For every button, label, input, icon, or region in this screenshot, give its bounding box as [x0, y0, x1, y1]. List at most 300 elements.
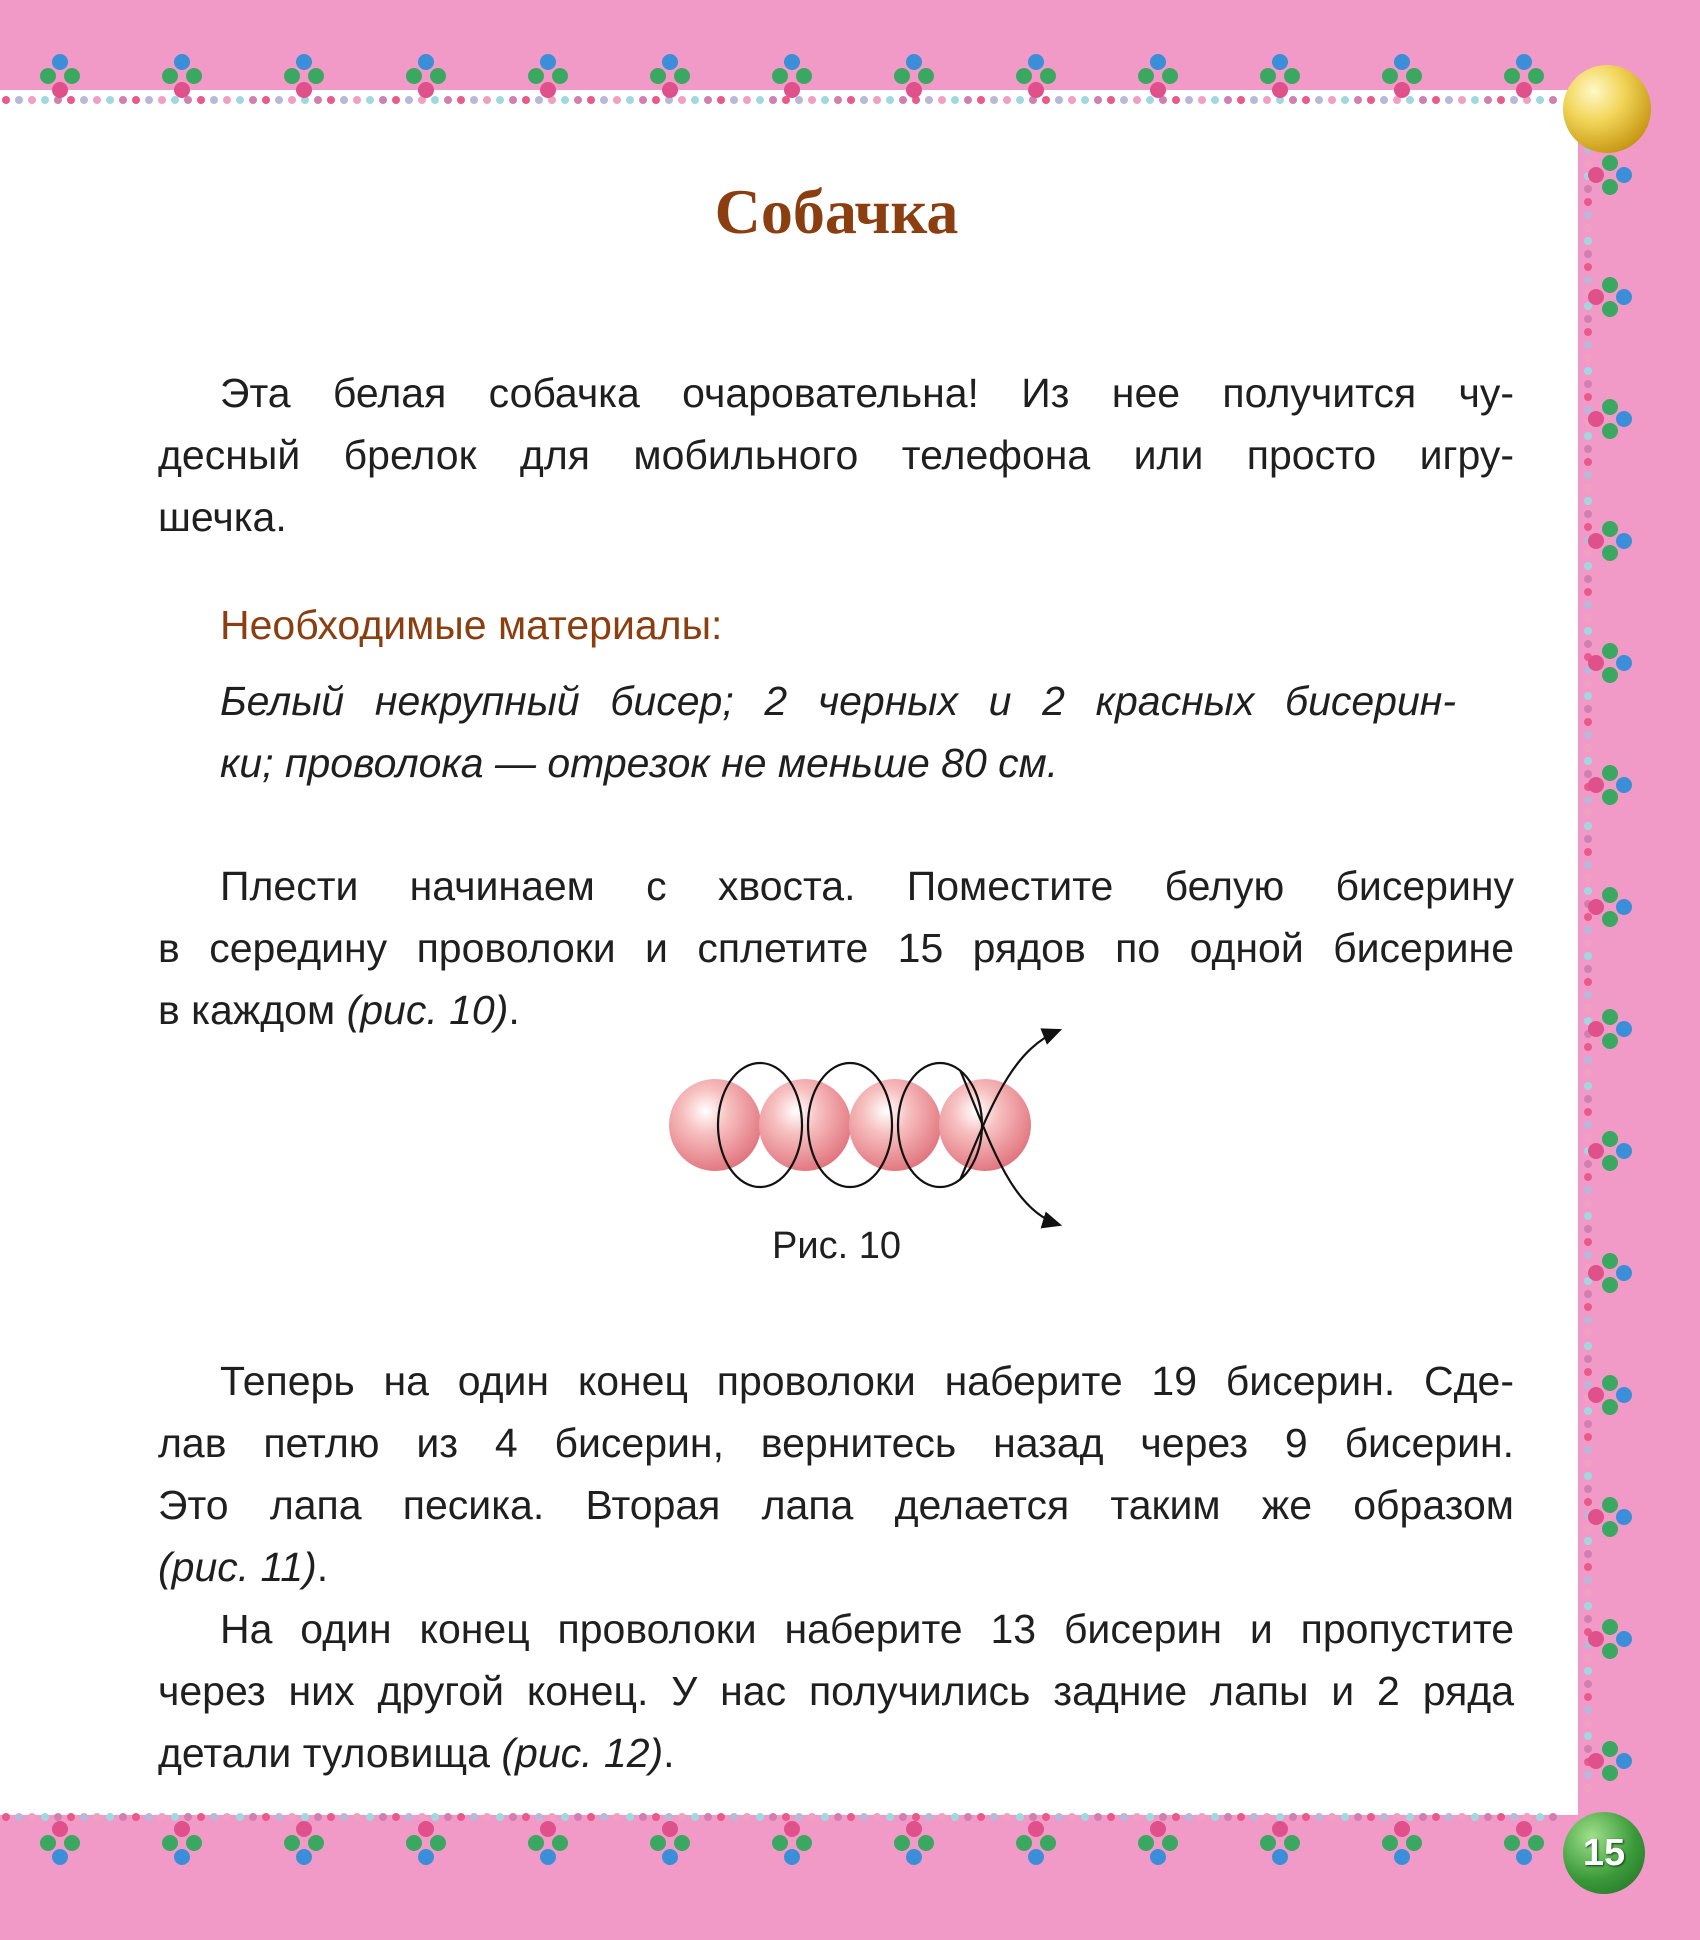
paragraph-line: Теперь на один конец проволоки наберите 19 бисерин. Сде- — [220, 1358, 1514, 1404]
border-bead — [730, 96, 738, 104]
paragraph-line: Плести начинаем с хвоста. Поместите белую бисерину — [220, 863, 1514, 909]
border-bead — [1584, 627, 1592, 635]
border-bead — [1172, 96, 1180, 104]
border-bead — [64, 68, 80, 84]
border-bead — [1394, 82, 1410, 98]
border-bead — [470, 96, 478, 104]
border-bead — [662, 1821, 678, 1837]
border-bead — [1162, 1835, 1178, 1851]
border-bead — [418, 1813, 426, 1821]
border-bead — [1584, 952, 1592, 960]
border-bead — [1584, 939, 1592, 947]
border-bead — [1040, 1835, 1056, 1851]
border-bead — [1602, 155, 1618, 171]
border-bead — [650, 1835, 666, 1851]
border-bead — [1584, 1108, 1592, 1116]
border-bead — [1616, 289, 1632, 305]
paragraph-line — [158, 1536, 1514, 1598]
border-bead — [314, 96, 322, 104]
border-bead — [327, 96, 335, 104]
border-bead — [1471, 96, 1479, 104]
border-bead — [704, 96, 712, 104]
border-bead — [1584, 718, 1592, 726]
sentence-end: . — [508, 987, 520, 1033]
border-bead — [1497, 1813, 1505, 1821]
bead-4 — [939, 1079, 1031, 1171]
border-bead — [1584, 276, 1592, 284]
border-bead — [1458, 1813, 1466, 1821]
border-bead — [1584, 887, 1592, 895]
border-bead — [528, 1835, 544, 1851]
border-bead — [540, 1849, 556, 1865]
border-bead — [1315, 96, 1323, 104]
border-bead — [1588, 1509, 1604, 1525]
paragraph-line: в середину проволоки и сплетите 15 рядов по одной бисерине — [158, 925, 1514, 971]
border-bead — [509, 1813, 517, 1821]
border-bead — [171, 96, 179, 104]
border-bead — [308, 1835, 324, 1851]
border-bead — [1584, 575, 1592, 583]
border-bead — [1302, 96, 1310, 104]
border-bead — [1584, 1433, 1592, 1441]
border-bead — [1260, 1835, 1276, 1851]
border-bead — [1185, 1813, 1193, 1821]
figure-10-diagram — [660, 1010, 1080, 1250]
border-bead — [1406, 1813, 1414, 1821]
border-bead — [918, 1835, 934, 1851]
border-bead — [1549, 96, 1557, 104]
figure-reference: (рис. 11) — [158, 1544, 317, 1590]
border-bead — [1584, 1082, 1592, 1090]
border-bead — [1584, 1121, 1592, 1129]
border-bead — [1120, 96, 1128, 104]
border-bead — [918, 68, 934, 84]
border-bead — [41, 96, 49, 104]
border-bead — [1584, 1095, 1592, 1103]
border-bead — [296, 1849, 312, 1865]
border-bead — [1584, 393, 1592, 401]
border-bead — [977, 96, 985, 104]
border-bead — [1016, 68, 1032, 84]
border-bead — [1584, 1199, 1592, 1207]
materials-line: Белый некрупный бисер; 2 черных и 2 красных бисерин- — [220, 678, 1456, 724]
border-bead — [1584, 1524, 1592, 1532]
border-bead — [613, 1813, 621, 1821]
border-bead — [1584, 770, 1592, 778]
border-bead — [1584, 822, 1592, 830]
intro-paragraph — [158, 362, 1514, 548]
border-bead — [1602, 1765, 1618, 1781]
border-bead — [1003, 96, 1011, 104]
border-bead — [717, 1813, 725, 1821]
border-bead — [1198, 1813, 1206, 1821]
border-bead — [808, 96, 816, 104]
border-bead — [1584, 913, 1592, 921]
border-bead — [784, 1821, 800, 1837]
border-bead — [743, 96, 751, 104]
intro-line: Эта белая собачка очаровательна! Из нее получится чу- — [220, 370, 1514, 416]
border-bead — [1272, 82, 1288, 98]
border-bead — [964, 96, 972, 104]
border-bead — [1380, 96, 1388, 104]
border-bead — [1584, 1459, 1592, 1467]
border-bead — [1584, 302, 1592, 310]
border-bead — [1616, 533, 1632, 549]
border-bead — [1584, 835, 1592, 843]
border-bead — [1081, 96, 1089, 104]
border-bead — [197, 96, 205, 104]
border-bead — [1588, 411, 1604, 427]
border-bead — [171, 1813, 179, 1821]
border-bead — [1138, 1835, 1154, 1851]
border-bead — [262, 96, 270, 104]
border-bead — [162, 1835, 178, 1851]
border-bead — [366, 96, 374, 104]
border-bead — [691, 1813, 699, 1821]
border-bead — [1602, 1155, 1618, 1171]
border-bead — [223, 96, 231, 104]
border-bead — [145, 1813, 153, 1821]
border-bead — [1602, 1399, 1618, 1415]
border-bead — [796, 1835, 812, 1851]
border-bead — [574, 1813, 582, 1821]
border-bead — [1289, 96, 1297, 104]
border-bead — [1584, 1485, 1592, 1493]
border-bead — [990, 1813, 998, 1821]
border-bead — [1055, 1813, 1063, 1821]
border-bead — [1028, 54, 1044, 70]
border-bead — [496, 96, 504, 104]
border-bead — [1081, 1813, 1089, 1821]
border-bead — [418, 82, 434, 98]
border-bead — [1584, 1667, 1592, 1675]
border-bead — [1584, 588, 1592, 596]
border-bead — [1584, 1381, 1592, 1389]
intro-line: десный брелок для мобильного телефона или просто игру- — [158, 432, 1514, 478]
border-bead — [1584, 1706, 1592, 1714]
border-bead — [1406, 96, 1414, 104]
gold-bead-icon — [1563, 65, 1651, 153]
border-bead — [1584, 445, 1592, 453]
border-bead — [1588, 1753, 1604, 1769]
border-bead — [1146, 96, 1154, 104]
border-bead — [340, 1813, 348, 1821]
border-bead — [886, 96, 894, 104]
border-bead — [1504, 68, 1520, 84]
border-bead — [308, 68, 324, 84]
border-bead — [41, 1813, 49, 1821]
border-bead — [1250, 1813, 1258, 1821]
border-bead — [847, 1813, 855, 1821]
border-bead — [650, 68, 666, 84]
border-bead — [769, 96, 777, 104]
border-bead — [1150, 82, 1166, 98]
border-bead — [1584, 614, 1592, 622]
border-bead — [223, 1813, 231, 1821]
border-bead — [662, 54, 678, 70]
border-bead — [162, 68, 178, 84]
border-bead — [1602, 667, 1618, 683]
border-bead — [964, 1813, 972, 1821]
border-bead — [1584, 1056, 1592, 1064]
border-bead — [1584, 1134, 1592, 1142]
border-bead — [1263, 1813, 1271, 1821]
border-bead — [1276, 1813, 1284, 1821]
border-bead — [1584, 1355, 1592, 1363]
border-bead — [704, 1813, 712, 1821]
border-bead — [1616, 1753, 1632, 1769]
border-bead — [1484, 96, 1492, 104]
border-bead — [717, 96, 725, 104]
border-bead — [772, 1835, 788, 1851]
border-bead — [1588, 1631, 1604, 1647]
border-bead — [67, 1813, 75, 1821]
border-bead — [418, 1821, 434, 1837]
border-bead — [808, 1813, 816, 1821]
border-bead — [1584, 1537, 1592, 1545]
border-bead — [1272, 54, 1288, 70]
border-bead — [67, 96, 75, 104]
border-bead — [1224, 96, 1232, 104]
border-bead — [665, 1813, 673, 1821]
border-bead — [1584, 1693, 1592, 1701]
border-bead — [2, 96, 10, 104]
border-bead — [1394, 1849, 1410, 1865]
border-bead — [1138, 68, 1154, 84]
border-bead — [80, 1813, 88, 1821]
border-bead — [1584, 523, 1592, 531]
border-bead — [1289, 1813, 1297, 1821]
border-bead — [1382, 68, 1398, 84]
paragraph-paws — [158, 1350, 1514, 1598]
border-bead — [1146, 1813, 1154, 1821]
border-bead — [296, 82, 312, 98]
border-bead — [1584, 1589, 1592, 1597]
border-bead — [1584, 1654, 1592, 1662]
border-bead — [522, 1813, 530, 1821]
border-bead — [873, 96, 881, 104]
border-bead — [1516, 82, 1532, 98]
border-bead — [795, 1813, 803, 1821]
border-bead — [1602, 911, 1618, 927]
border-bead — [406, 68, 422, 84]
border-bead — [1602, 1741, 1618, 1757]
border-bead — [1042, 96, 1050, 104]
border-bead — [1284, 68, 1300, 84]
border-bead — [652, 96, 660, 104]
border-bead — [379, 1813, 387, 1821]
border-bead — [860, 96, 868, 104]
border-bead — [782, 1813, 790, 1821]
border-bead — [626, 1813, 634, 1821]
paragraph-text: детали туловища — [158, 1730, 490, 1776]
border-bead — [1584, 250, 1592, 258]
border-bead — [1549, 1813, 1557, 1821]
border-bead — [1211, 1813, 1219, 1821]
border-bead — [769, 1813, 777, 1821]
border-bead — [1107, 96, 1115, 104]
border-bead — [906, 1849, 922, 1865]
border-bead — [15, 1813, 23, 1821]
border-bead — [535, 96, 543, 104]
border-bead — [1588, 1021, 1604, 1037]
border-bead — [1016, 1813, 1024, 1821]
border-bead — [496, 1813, 504, 1821]
border-bead — [894, 68, 910, 84]
border-bead — [1588, 1387, 1604, 1403]
border-bead — [1584, 380, 1592, 388]
border-bead — [457, 96, 465, 104]
bead-3 — [849, 1079, 941, 1171]
page-number: 15 — [1563, 1812, 1645, 1894]
border-bead — [1028, 1849, 1044, 1865]
border-bead — [1588, 777, 1604, 793]
border-bead — [1584, 926, 1592, 934]
border-bead — [186, 1835, 202, 1851]
figure-caption: Рис. 10 — [772, 1225, 901, 1267]
border-bead — [674, 1835, 690, 1851]
border-bead — [860, 1813, 868, 1821]
border-bead — [1584, 861, 1592, 869]
border-bead — [1584, 471, 1592, 479]
border-bead — [174, 82, 190, 98]
materials-list — [220, 670, 1456, 794]
border-bead — [93, 1813, 101, 1821]
border-bead — [52, 54, 68, 70]
border-bead — [1588, 289, 1604, 305]
border-bead — [1584, 1576, 1592, 1584]
border-bead — [1042, 1813, 1050, 1821]
border-bead — [1616, 655, 1632, 671]
border-bead — [1237, 1813, 1245, 1821]
materials-heading: Необходимые материалы: — [220, 602, 723, 648]
border-bead — [1162, 68, 1178, 84]
border-bead — [418, 54, 434, 70]
border-bead — [1616, 1631, 1632, 1647]
border-bead — [1602, 1009, 1618, 1025]
border-bead — [296, 1821, 312, 1837]
border-bead — [1584, 354, 1592, 362]
border-bead — [1584, 1329, 1592, 1337]
border-bead — [54, 1813, 62, 1821]
border-bead — [197, 1813, 205, 1821]
border-bead — [1584, 1316, 1592, 1324]
border-bead — [1616, 1021, 1632, 1037]
border-bead — [1584, 1407, 1592, 1415]
figure-reference: (рис. 10) — [346, 987, 509, 1033]
border-bead — [158, 96, 166, 104]
border-bead — [1250, 96, 1258, 104]
border-bead — [925, 1813, 933, 1821]
border-bead — [1094, 1813, 1102, 1821]
border-bead — [1584, 978, 1592, 986]
border-bead — [1584, 1563, 1592, 1571]
border-bead — [1382, 1835, 1398, 1851]
border-bead — [540, 1821, 556, 1837]
border-bead — [1150, 1849, 1166, 1865]
border-bead — [1584, 328, 1592, 336]
border-bead — [1302, 1813, 1310, 1821]
border-bead — [1616, 1143, 1632, 1159]
border-bead — [132, 1813, 140, 1821]
border-bead — [1584, 510, 1592, 518]
border-bead — [119, 1813, 127, 1821]
border-bead — [1584, 432, 1592, 440]
border-bead — [1150, 1821, 1166, 1837]
border-bead — [1584, 1615, 1592, 1623]
border-bead — [1133, 96, 1141, 104]
border-bead — [1602, 1497, 1618, 1513]
border-bead — [899, 96, 907, 104]
border-bead — [1150, 54, 1166, 70]
border-bead — [730, 1813, 738, 1821]
border-bead — [1055, 96, 1063, 104]
paragraph-line: На один конец проволоки наберите 13 бисерин и пропустите — [220, 1606, 1514, 1652]
border-bead — [262, 1813, 270, 1821]
border-bead — [639, 96, 647, 104]
border-bead — [1602, 277, 1618, 293]
border-bead — [528, 68, 544, 84]
border-bead — [1445, 96, 1453, 104]
border-bead — [925, 96, 933, 104]
border-bead — [938, 96, 946, 104]
border-bead — [540, 82, 556, 98]
border-bead — [1028, 1821, 1044, 1837]
border-bead — [847, 96, 855, 104]
border-bead — [1602, 1521, 1618, 1537]
border-bead — [522, 96, 530, 104]
border-bead — [821, 1813, 829, 1821]
border-bead — [1016, 96, 1024, 104]
border-bead — [301, 1813, 309, 1821]
border-bead — [1602, 1643, 1618, 1659]
border-bead — [1523, 1813, 1531, 1821]
border-bead — [158, 1813, 166, 1821]
border-bead — [457, 1813, 465, 1821]
border-bead — [613, 96, 621, 104]
bead-1 — [669, 1079, 761, 1171]
border-bead — [1584, 1745, 1592, 1753]
border-bead — [284, 1835, 300, 1851]
border-bead — [1432, 96, 1440, 104]
border-bead — [184, 1813, 192, 1821]
border-bead — [1602, 521, 1618, 537]
border-bead — [132, 96, 140, 104]
border-bead — [418, 1849, 434, 1865]
border-bead — [1107, 1813, 1115, 1821]
border-bead — [1341, 96, 1349, 104]
border-bead — [784, 1849, 800, 1865]
border-bead — [561, 96, 569, 104]
border-bead — [552, 68, 568, 84]
border-bead — [1584, 1420, 1592, 1428]
border-bead — [1471, 1813, 1479, 1821]
border-bead — [1584, 1472, 1592, 1480]
border-bead — [1094, 96, 1102, 104]
paragraph-line: через них другой конец. У нас получились задние лапы и 2 ряда — [158, 1668, 1514, 1714]
border-bead — [1393, 1813, 1401, 1821]
border-bead — [509, 96, 517, 104]
border-bead — [662, 82, 678, 98]
border-bead — [1510, 96, 1518, 104]
border-bead — [1602, 1619, 1618, 1635]
border-bead — [1584, 601, 1592, 609]
border-bead — [327, 1813, 335, 1821]
border-bead — [379, 96, 387, 104]
border-bead — [1588, 1143, 1604, 1159]
border-bead — [1016, 1835, 1032, 1851]
border-bead — [1528, 68, 1544, 84]
